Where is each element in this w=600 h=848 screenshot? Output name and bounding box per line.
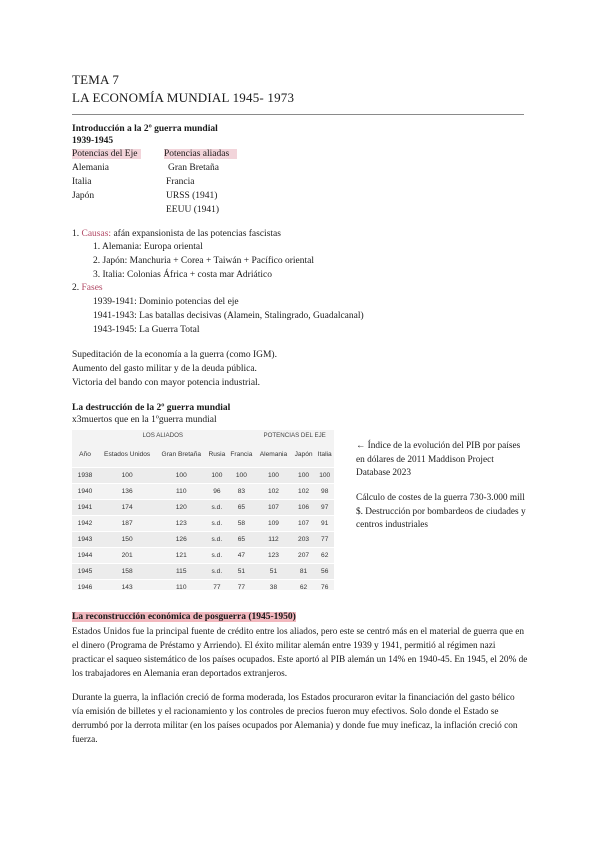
table-cell: 174 [98,500,156,516]
table-cell: 1942 [72,516,98,532]
table-cell: 110 [156,484,206,500]
table-cell: 110 [156,580,206,596]
reconstruction-paragraph-1: Estados Unidos fue la principal fuente de crédito entre los aliados, pero este se centró más en el material de guerra que en el dinero (Programa de Préstamo y Arriendo). El éxito militar alemán entre 1939 y 1941, permitió al régimen nazi practicar el saqueo sistemático de los países ocupados. Este aportó al PIB alemán un 14% en 1940-45. En 1945, el 20% de los trabajadores en Alemania eran deportados extranjeros. [72,627,528,679]
table-cell: 47 [228,548,256,564]
summary-line: Supeditación de la economía a la guerra (como IGM). [72,350,277,360]
table-cell: 126 [156,532,206,548]
table-cell: 100 [292,468,316,484]
table-cell: 62 [292,580,316,596]
table-header: Japón [294,450,313,458]
causes-text: afán expansionista de las potencias fascistas [113,229,281,239]
table-cell: 38 [255,580,291,596]
pib-note-text: Índice de la evolución del PIB por países en dólares de 2011 Maddison Project Database 2023 [356,441,521,478]
table-cell: 100 [156,468,206,484]
cause-item: 2. Japón: Manchuria + Corea + Taiwán + Pacífico oriental [93,256,315,266]
table-cell: 1943 [72,532,98,548]
reconstruction-paragraph-2: Durante la guerra, la inflación creció de forma moderada, los Estados procuraron evitar la financiación del gasto bélico vía emisión de billetes y el racionamiento y los controles de precios fueron muy efectivos. Solo donde el Estado se derrumbó por la derrota militar (en los países ocupados por Alemania) y donde fue muy ineficaz, la inflación creció con fuerza. [72,693,518,745]
cost-note: Cálculo de costes de la guerra 730-3.000 mill $. Destrucción por bombardeos de ciudades y centros industriales [356,493,526,530]
table-row [72,532,334,548]
table-cell: 98 [315,484,334,500]
table-row [72,516,334,532]
destruction-subheading: x3muertos que en la 1ºguerra mundial [72,415,217,425]
table-header: Estados Unidos [104,450,151,458]
table-header: Italia [317,450,332,458]
table-cell: 106 [292,500,316,516]
table-cell: 51 [255,564,291,580]
table-header: Rusia [208,450,226,458]
table-cell: s.d. [206,500,227,516]
axis-country: Italia [72,177,92,187]
phases-line [72,283,103,293]
phase-item: 1939-1941: Dominio potencias del eje [93,297,239,307]
table-cell: 107 [255,500,291,516]
allied-powers-label: Potencias aliadas [164,149,237,159]
table-cell: 102 [255,484,291,500]
table-cell: 1946 [72,580,98,596]
table-cell: 81 [292,564,316,580]
allied-country: EEUU (1941) [166,205,220,215]
table-cell: 65 [228,500,256,516]
table-cell: 1941 [72,500,98,516]
table-cell: 97 [315,500,334,516]
axis-country: Alemania [72,163,109,173]
table-group-axis: POTENCIAS DEL EJE [263,432,326,439]
table-cell: 109 [255,516,291,532]
allied-country: Francia [166,177,195,187]
table-row [72,468,334,484]
table-cell: 65 [228,532,256,548]
table-cell: s.d. [206,564,227,580]
page-title-line2: LA ECONOMÍA MUNDIAL 1945- 1973 [72,90,295,105]
table-cell: 83 [228,484,256,500]
table-header: Alemania [259,450,288,458]
table-cell: 100 [98,468,156,484]
table-cell: 91 [315,516,334,532]
table-row [72,580,334,596]
causes-number: 1. [72,229,80,239]
table-cell: 77 [206,580,227,596]
left-arrow-icon: ← [356,441,366,451]
table-cell: 1945 [72,564,98,580]
cause-item: 3. Italia: Colonias África + costa mar Adriático [93,270,272,280]
pib-note [356,440,526,481]
table-cell: 112 [255,532,291,548]
axis-powers-label: Potencias del Eje [72,149,141,159]
table-cell: 100 [315,468,334,484]
phases-number: 2. [72,283,80,293]
table-cell: 100 [206,468,227,484]
table-cell: 77 [315,532,334,548]
summary-line: Aumento del gasto militar y de la deuda pública. [72,364,257,374]
table-cell: 100 [228,468,256,484]
table-cell: 1940 [72,484,98,500]
destruction-heading: La destrucción de la 2º guerra mundial [72,403,231,413]
axis-country: Japón [72,191,95,201]
table-cell: 107 [292,516,316,532]
table-cell: 56 [315,564,334,580]
phase-item: 1943-1945: La Guerra Total [93,325,200,335]
phase-item: 1941-1943: Las batallas decisivas (Alamein, Stalingrado, Guadalcanal) [93,311,364,321]
phases-label: Fases [81,283,103,293]
table-cell: 207 [292,548,316,564]
table-cell: 203 [292,532,316,548]
table-cell: 123 [255,548,291,564]
table-header: Francia [230,450,253,458]
reconstruction-heading [72,612,296,622]
table-cell: 100 [255,468,291,484]
allied-country: Gran Bretaña [168,163,219,173]
table-cell: 158 [98,564,156,580]
table-header: Año [79,450,91,458]
reconstruction-heading-text: La reconstrucción económica de posguerra (1945-1950) [72,612,296,622]
table-header: Gran Bretaña [161,450,202,458]
table-group-allies: LOS ALIADOS [142,432,184,439]
table-cell: 51 [228,564,256,580]
table-cell: 123 [156,516,206,532]
table-cell: 187 [98,516,156,532]
table-cell: 1938 [72,468,98,484]
page-title-line1: TEMA 7 [72,72,120,87]
allied-country: URSS (1941) [166,191,218,201]
intro-years: 1939-1945 [72,136,114,146]
table-cell: 150 [98,532,156,548]
table-cell: 77 [228,580,256,596]
table-cell: 121 [156,548,206,564]
table-cell: s.d. [206,548,227,564]
table-cell: 120 [156,500,206,516]
table-cell: 102 [292,484,316,500]
table-cell: 96 [206,484,227,500]
table-cell: 201 [98,548,156,564]
title-divider [72,114,524,115]
summary-line: Victoria del bando con mayor potencia industrial. [72,378,261,388]
intro-heading: Introducción a la 2º guerra mundial [72,124,218,134]
table-cell: 76 [315,580,334,596]
table-row [72,484,334,500]
causes-line [72,229,281,239]
table-cell: s.d. [206,516,227,532]
table-row [72,548,334,564]
table-cell: s.d. [206,532,227,548]
table-cell: 58 [228,516,256,532]
table-row [72,500,334,516]
cause-item: 1. Alemania: Europa oriental [93,242,203,252]
table-cell: 143 [98,580,156,596]
table-row [72,564,334,580]
table-cell: 136 [98,484,156,500]
table-cell: 62 [315,548,334,564]
gdp-index-table [72,430,334,590]
table-cell: 1944 [72,548,98,564]
table-cell: 115 [156,564,206,580]
causes-label: Causas: [81,229,112,239]
